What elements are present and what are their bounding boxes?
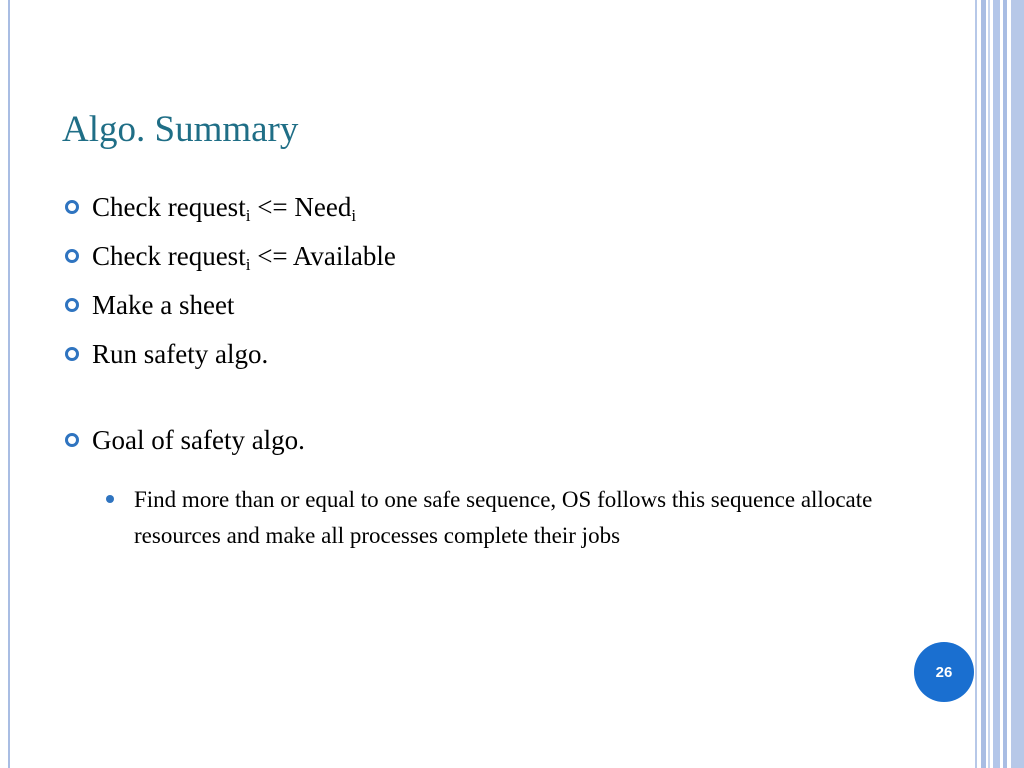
right-border-stripe <box>975 0 977 768</box>
circle-bullet-icon <box>65 298 79 312</box>
left-border-line <box>8 0 10 768</box>
subscript: i <box>351 206 357 225</box>
circle-bullet-icon <box>65 200 79 214</box>
bullet-item <box>62 335 396 373</box>
page-number: 26 <box>935 663 953 681</box>
page-number-badge <box>914 642 974 702</box>
sub-bullet-dot-icon <box>106 495 114 503</box>
bullet-item <box>62 286 396 324</box>
bullet-text: Make a sheet <box>92 290 235 320</box>
circle-bullet-icon <box>65 347 79 361</box>
right-border-stripe <box>988 0 990 768</box>
bullet-text: Check request <box>92 241 246 271</box>
right-border-stripe <box>1011 0 1024 768</box>
sub-bullet-text: Find more than or equal to one safe sequence, OS follows this sequence allocate resources and make all processes complete their jobs <box>134 487 873 548</box>
slide-title: Algo. Summary <box>62 109 299 150</box>
right-border-stripe <box>993 0 1000 768</box>
bullet-item <box>62 421 396 459</box>
bullet-text: Goal of safety algo. <box>92 425 305 455</box>
right-border-stripe <box>1003 0 1007 768</box>
bullet-text: Run safety algo. <box>92 339 269 369</box>
bullet-item <box>62 237 396 275</box>
bullet-text: <= Need <box>250 192 352 222</box>
circle-bullet-icon <box>65 249 79 263</box>
subscript: i <box>245 206 251 225</box>
circle-bullet-icon <box>65 433 79 447</box>
bullet-text: Check request <box>92 192 246 222</box>
bullet-item <box>62 188 396 226</box>
subscript: i <box>245 255 251 274</box>
bullet-text: <= Available <box>250 241 396 271</box>
bullet-list <box>62 188 396 470</box>
right-border-stripe <box>981 0 986 768</box>
